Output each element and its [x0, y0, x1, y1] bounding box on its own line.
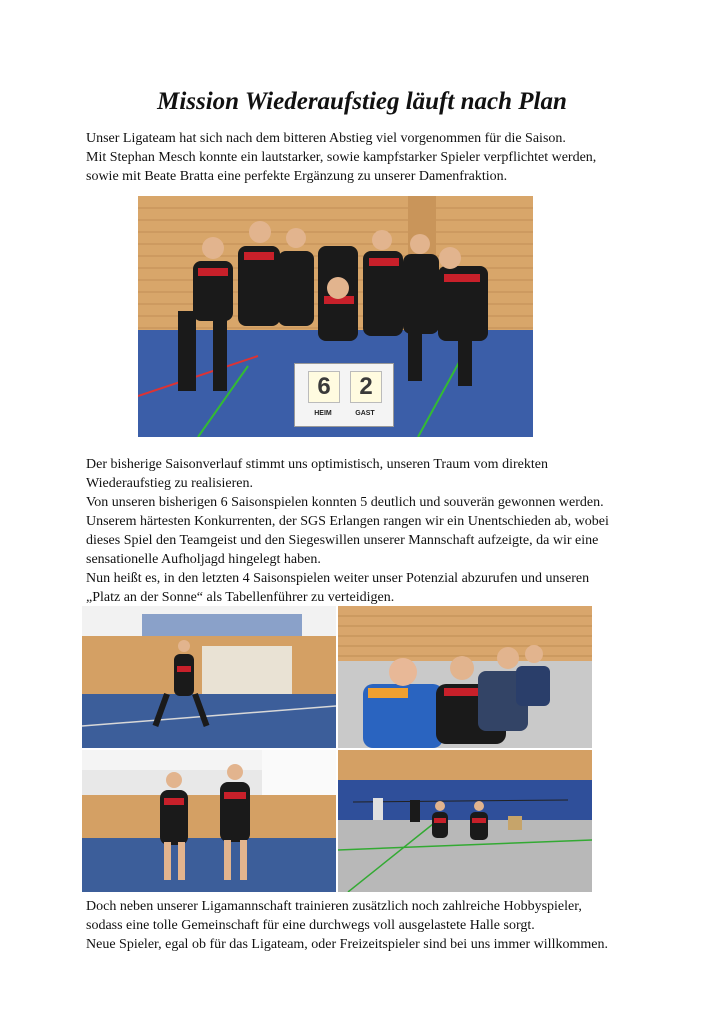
outro-paragraph — [86, 897, 666, 954]
text-line: Unserem härtesten Konkurrenten, der SGS Erlangen rangen wir ein Unentschieden ab, wobei — [86, 514, 609, 529]
gym-photo-player-serving — [82, 606, 336, 748]
text-line: „Platz an der Sonne“ als Tabellenführer zu verteidigen. — [86, 590, 395, 605]
text-line: sodass eine tolle Gemeinschaft für eine durchwegs voll ausgelastete Halle sorgt. — [86, 918, 535, 933]
team-photo — [138, 196, 533, 437]
text-line: sensationelle Aufholjagd hingelegt haben. — [86, 552, 321, 567]
scoreboard — [294, 363, 394, 427]
text-line: dieses Spiel den Teamgeist und den Siegeswillen unserer Mannschaft aufzeigte, da wir eine — [86, 533, 599, 548]
home-label: HEIM — [314, 410, 332, 417]
away-score: 2 — [350, 371, 382, 403]
home-score: 6 — [308, 371, 340, 403]
text-line: Unser Ligateam hat sich nach dem bitteren Abstieg viel vorgenommen für die Saison. — [86, 131, 566, 146]
text-line: Der bisherige Saisonverlauf stimmt uns optimistisch, unseren Traum vom direkten — [86, 457, 548, 472]
intro-paragraph — [86, 129, 666, 186]
text-line: Doch neben unserer Ligamannschaft trainieren zusätzlich noch zahlreiche Hobbyspieler, — [86, 899, 582, 914]
text-line: Neue Spieler, egal ob für das Ligateam, oder Freizeitspieler sind bei uns immer willkommen. — [86, 937, 608, 952]
text-line: sowie mit Beate Bratta eine perfekte Ergänzung zu unserer Damenfraktion. — [86, 169, 508, 184]
gym-photo-doubles-pair — [82, 750, 336, 892]
article-title: Mission Wiederaufstieg läuft nach Plan — [157, 88, 567, 115]
gym-photo-spectators — [338, 606, 592, 748]
text-line: Mit Stephan Mesch konnte ein lautstarker, sowie kampfstarker Spieler verpflichtet werden, — [86, 150, 597, 165]
away-label: GAST — [355, 410, 375, 417]
gym-photo-match-play — [338, 750, 592, 892]
middle-paragraph — [86, 455, 666, 607]
text-line: Von unseren bisherigen 6 Saisonspielen konnten 5 deutlich und souverän gewonnen werden. — [86, 495, 604, 510]
text-line: Wiederaufstieg zu realisieren. — [86, 476, 253, 491]
text-line: Nun heißt es, in den letzten 4 Saisonspielen weiter unser Potenzial abzurufen und unseren — [86, 571, 590, 586]
